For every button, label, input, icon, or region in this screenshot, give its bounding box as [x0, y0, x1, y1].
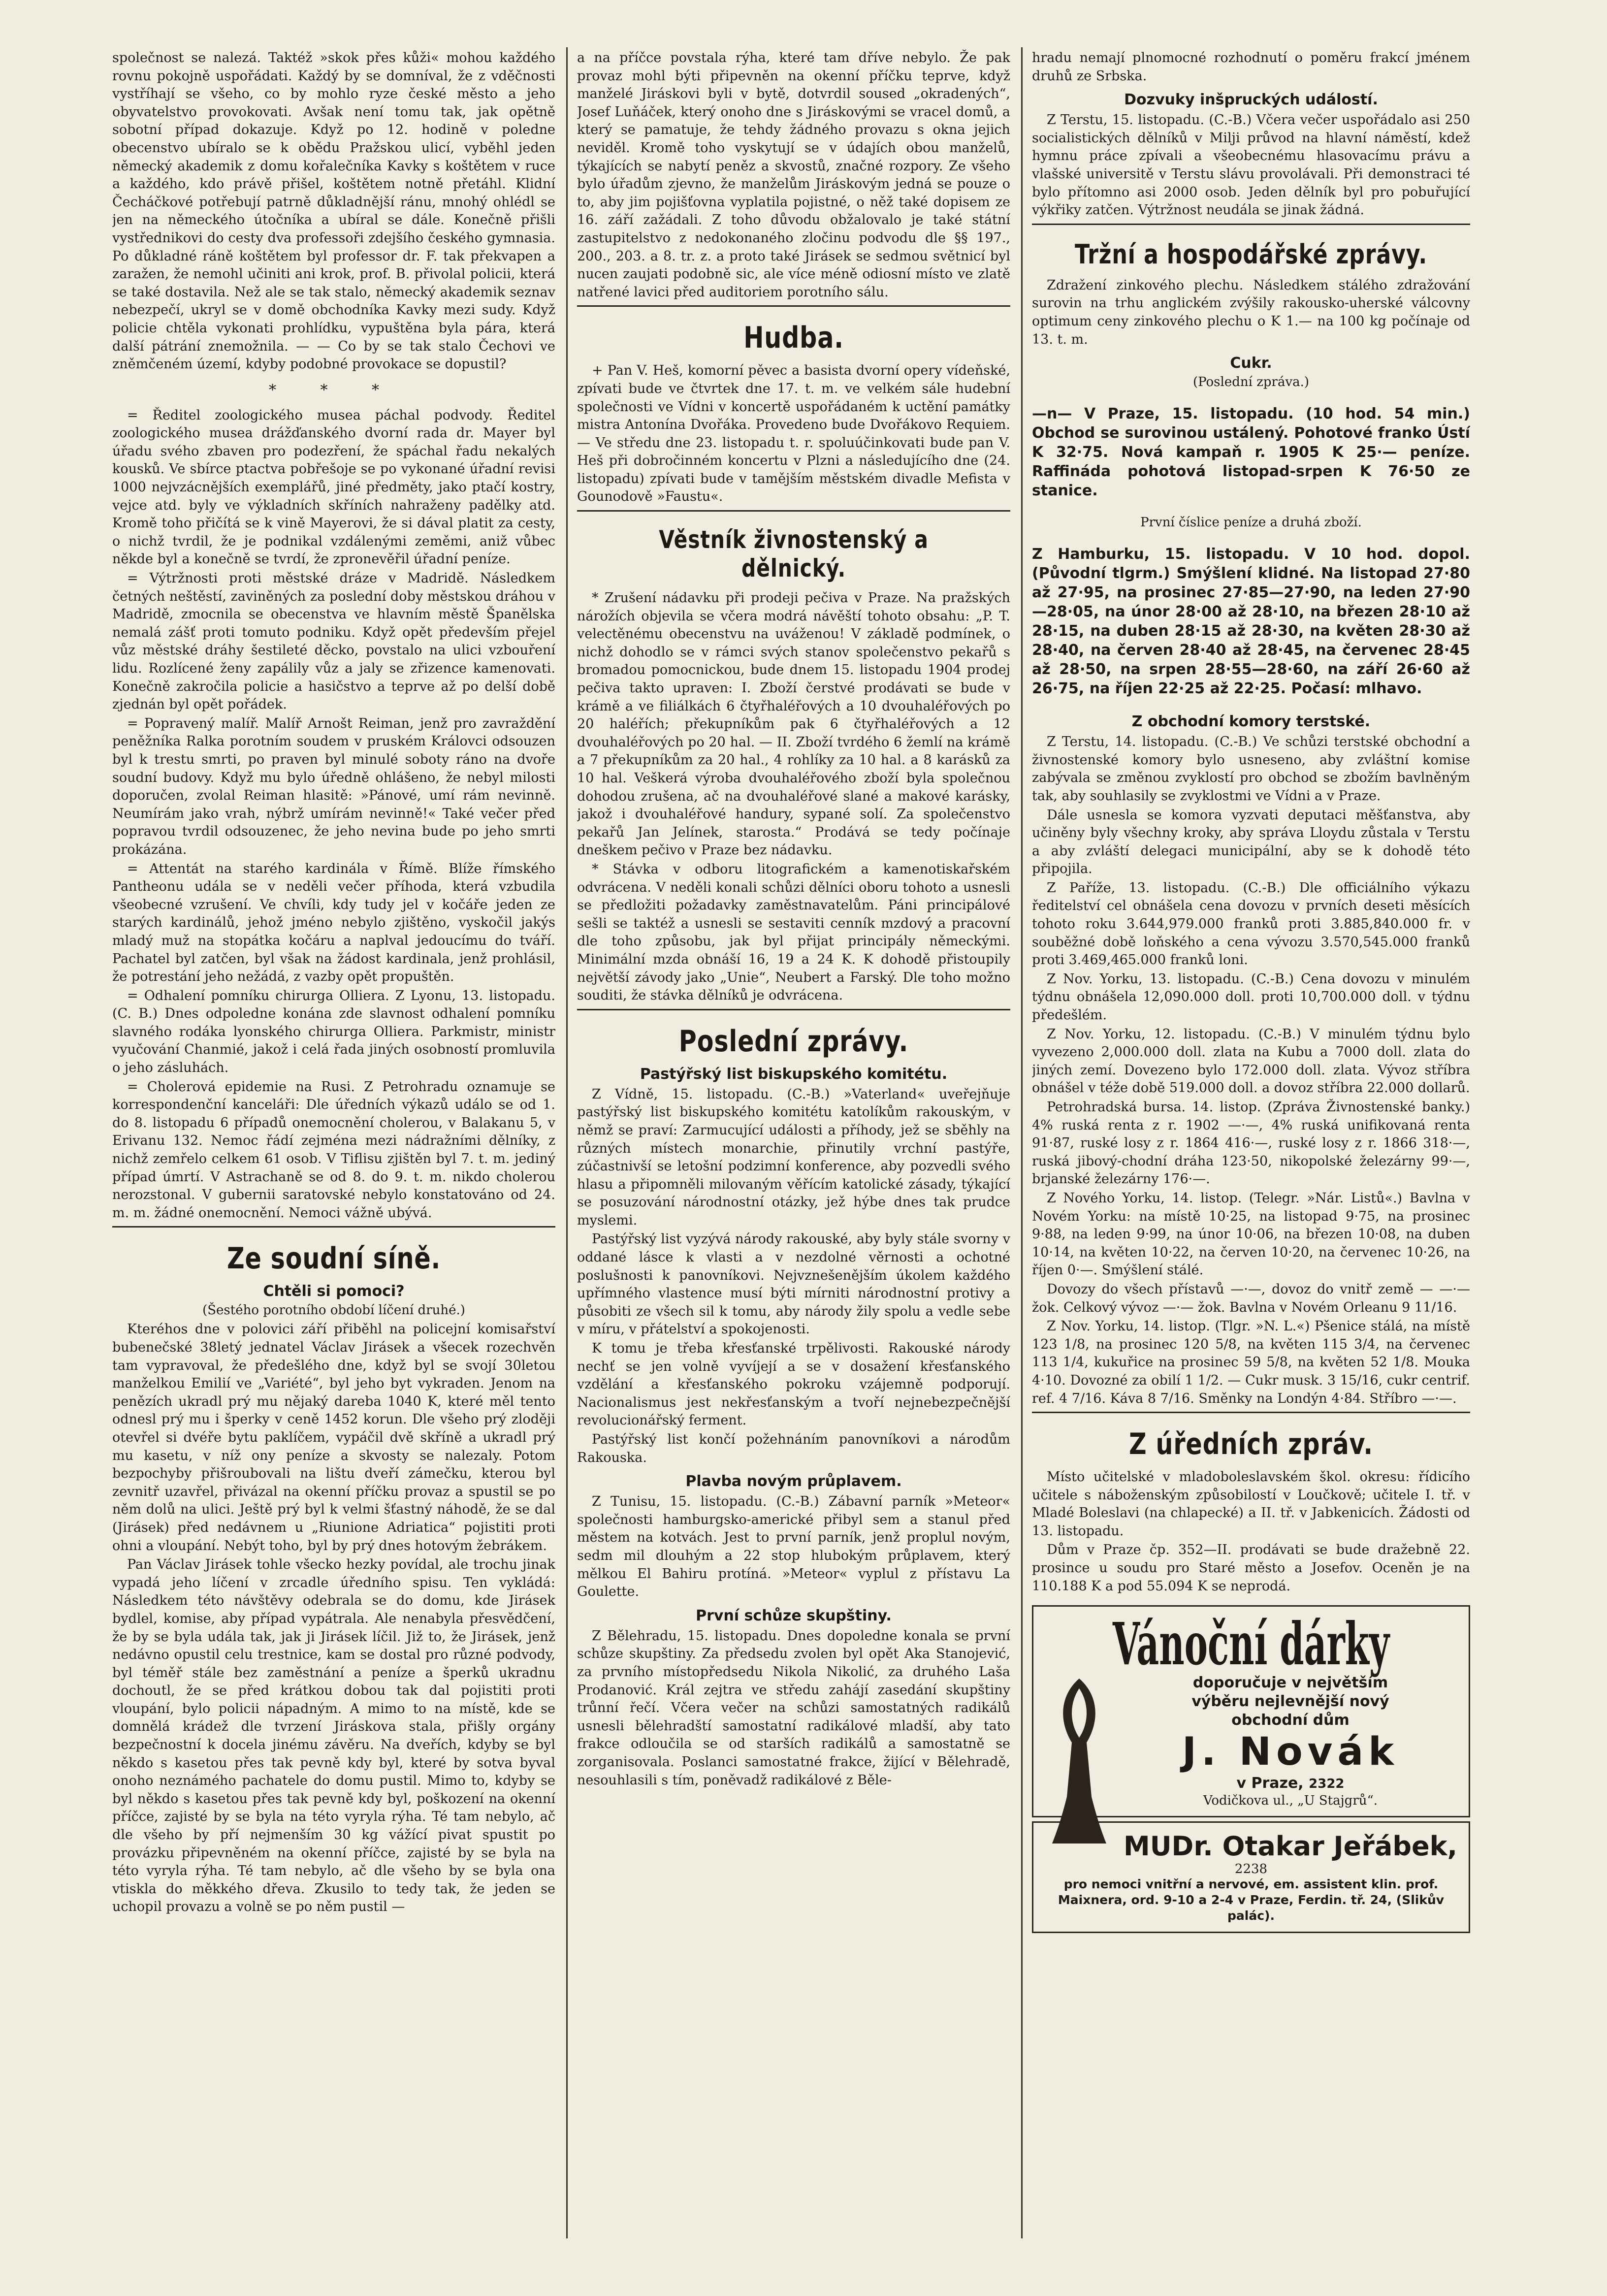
- column-3: [1032, 49, 1470, 2235]
- ad-brand: J. Novák: [1182, 1730, 1399, 1775]
- column-1: [112, 49, 555, 2235]
- article-text: Pastýřský list končí požehnáním panovníkovi a národům Rakouska.: [577, 1432, 1010, 1465]
- article-text: Z Nov. Yorku, 13. listopadu. (C.-B.) Cena dovozu v minulém týdnu obnášela 12,090.000 doll. proti 10,700.000 doll. v týdnu předešlém.: [1032, 971, 1470, 1023]
- article-title: Pastýřský list biskupského komitétu.: [640, 1065, 948, 1083]
- sugar-report-prague: —n— V Praze, 15. listopadu. (10 hod. 54 min.) Obchod se surovinou ustálený. Pohotové franko Ústí K 32·75. Nová kampaň r. 1905 K 25·— peníze. Raffináda pohotová listopad-srpen K 76·50 ze stanice.: [1032, 405, 1470, 500]
- sugar-report-hamburg: Z Hamburku, 15. listopadu. V 10 hod. dopol. (Původní tlgrm.) Smýšlení klidné. Na listopad 27·80 až 27·95, na prosinec 27·85—27·90, na leden 27·90—28·05, na únor 28·00 až 28·10, na březen 28·10 až 28·15, na duben 28·15 až 28·30, na květen 28·30 až 28·40, na červen 28·40 až 28·45, na červenec 28·45 až 28·50, na srpen 28·55—28·60, na září 26·60 až 26·75, na říjen 22·25 až 22·25. Počasí: mlhavo.: [1032, 546, 1470, 698]
- article-text: a na příčce povstala rýha, které tam dříve nebylo. Že pak provaz mohl býti připevněn na okenní příčku teprve, když manželé Jiráskovi byli v bytě, dotvrdil soused „okradených“, Josef Luňáček, který onoho dne s Jiráskovými se vracel domů, a který se pamatuje, že tehdy žádného provazu s okna jejich neviděl. Kromě toho vyskytují se v údajích obou manželů, týkajících se nabytí peněz a skvostů, značné rozpory. Ze všeho bylo úřadům zjevno, že manželům Jiráskovým jedná se pouze o to, aby jim pojišťovna vyplatila pojistné, o něž také dopisem ze 16. září zažádali. Z toho důvodu obžalovalo je také státní zastupitelstvo z nedokonaného zločinu podvodu dle §§ 197., 200., 203. a 8. tr. z. a proto také Jirásek se sedmou světnicí byl nucen zaujati podobně sic, ale více méně odiosní místo ve zlatě natřené lavici před auditoriem porotního sálu.: [577, 50, 1010, 300]
- ad-city: v Praze,: [1236, 1775, 1304, 1792]
- article-title: Z obchodní komory terstské.: [1131, 713, 1371, 731]
- separator: [1032, 224, 1470, 225]
- article-text: Petrohradská bursa. 14. listop. (Zpráva Živnostenské banky.) 4% ruská renta z r. 1902 —·—, 4% ruská unifikovaná renta 91·87, ruské losy z r. 1864 416·—, ruské losy z r. 1866 318·—, ruská jibový-chodní dráha 123·50, nikopolské železárny 99·—, brjanské železárny 176·—.: [1032, 1099, 1470, 1187]
- article-text: Dále usnesla se komora vyzvati deputaci měšťanstva, aby učiněny byly všechny kroky, aby správa Lloydu zůstala v Terstu a aby zvláští delegaci municipální, aby se k dohodě této připojila.: [1032, 807, 1470, 877]
- news-item-madrid: = Výtržnosti proti městské dráze v Madridě. Následkem četných neštěstí, zaviněných za poslední doby městskou dráhou v Madridě, zmocnila se obecenstva ve hlavním městě Španělska nemalá zášť proti tomuto podniku. Když opět především přejel vůz městské dráhy šestileté děcko, povstalo na ulici vzbouření lidu. Rozlícené ženy zapálily vůz a jaly se zřizence kamenovati. Konečně zakročila policie a hasičstvo a teprve až po delší době zjednán byl opět pořádek.: [112, 571, 555, 712]
- ad-number: 2322: [1309, 1777, 1345, 1792]
- news-item-cholera: = Cholerová epidemie na Rusi. Z Petrohradu oznamuje se korrespondenční kanceláři: Dle úředních výkazů událo se od 1. do 8. listopadu 6 případů onemocnění cholerou, v Balakanu 5, v Erivanu 132. Nemoc řádí zejména mezi nádražními dělníky, z nichž zemřelo celkem 61 osob. V Tiflisu zjištěn byl 7. t. m. jediný případ úmrtí. V Astrachaně se od 8. do 9. t. m. nikdo cholerou nerozstonal. V gubernii saratovské nebylo konstatováno od 24. m. m. žádné onemocnění. Nemoci vážně ubývá.: [112, 1079, 555, 1221]
- article-title: Plavba novým průplavem.: [685, 1473, 902, 1490]
- article-text: Z Terstu, 14. listopadu. (C.-B.) Ve schůzi terstské obchodní a živnostenské komory bylo usneseno, aby zvláštní komise zabývala se změnou zvyklostí pro obchod se zbožím bavlněným tak, aby souhlasily se zvyklostmi ve Vídni a v Praze.: [1032, 734, 1470, 804]
- separator: [577, 510, 1010, 512]
- news-item-strike: * Stávka v odboru litografickém a kamenotiskařském odvrácena. V neděli konali schůzi dělníci oboru tohoto a usnesli se předložiti požadavky zaměstnavatelům. Páni principálové sešli se taktéž a usnesli se sestaviti cenník mzdový a pracovní dle toho způsobu, jak byl přijat principály německými. Minimální mzda obnáší 16, 19 a 24 K. K dohodě přistoupily největší závody jako „Unie“, Neubert a Farský. Dle toho možno souditi, že stávka dělníků je odvrácena.: [577, 861, 1010, 1003]
- article-text: Z Nov. Yorku, 12. listopadu. (C.-B.) V minulém týdnu bylo vyvezeno 2,000.000 doll. zlata na Kubu a 7000 doll. zlata do jiných zemí. Dovezeno bylo 172.000 doll. zlata. Vývoz stříbra obnášel v téže době 519.000 doll. a dovoz stříbra 22.000 dollarů.: [1032, 1026, 1470, 1096]
- column-rule-1: [566, 47, 568, 2238]
- article-text: Z Terstu, 15. listopadu. (C.-B.) Včera večer uspořádalo asi 250 socialistických dělníků v Milji průvod na hlavní náměstí, kdež hymnu práce zpívali a všeobecnému hlasovacímu právu a vlašské universitě v Terstu slávu provolávali. Při demonstraci té bylo přítomno asi 2000 osob. Jeden dělník byl pro pobuřující výkřiky zatčen. Výtržnost neudála se jinak žádná.: [1032, 112, 1470, 218]
- separator: [577, 305, 1010, 307]
- article-title: První schůze skupštiny.: [696, 1607, 892, 1624]
- article-text: Pastýřský list vyzývá národy rakouské, aby byly stále svorny v oddané lásce k vlasti a v nezdolné věrnosti a ochotné poslušnosti k panovníkovi. Nejvznešenějším úkolem každého upřímného vlastence musí býti mírniti národnostní protivy a působiti ze všech sil k tomu, aby národy žily spolu a vedle sebe v míru, v přátelství a spokojenosti.: [577, 1231, 1010, 1337]
- ad-text: výběru nejlevnější nový: [1191, 1693, 1389, 1711]
- ad-title: Vánoční dárky: [1112, 1610, 1390, 1679]
- separator: [1032, 1412, 1470, 1413]
- article-text: Dům v Praze čp. 352—II. prodávati se bude dražebně 22. prosince u soudu pro Staré město a Josefov. Oceněn je na 110.188 K a pod 55.094 K se neprodá.: [1032, 1542, 1470, 1594]
- doctor-details: pro nemoci vnitřní a nervové, em. assistent klin. prof. Maixnera, ord. 9-10 a 2-4 v Praze, Ferdin. tř. 24, (Slikův palác).: [1058, 1877, 1445, 1923]
- article-text: Z Paříže, 13. listopadu. (C.-B.) Dle officiálního výkazu ředitelství cel obnášela cena dovozu v prvních deseti měsících tohoto roku 3.644,979.000 franků proti 3.885,840.000 fr. v souběžné době loňského a cena vývozu 3.570,545.000 franků proti 3.469,465.000 franků loni.: [1032, 880, 1470, 968]
- article-text: Z Vídně, 15. listopadu. (C.-B.) »Vaterland« uveřejňuje pastýřský list biskupského komitétu katolíkům rakouským, v němž se praví: Zarmucující události a příhody, jež se sběhly na různých místech monarchie, přinutily vrchní pastýře, zúčastnivší se letošní podzimní konference, aby pozvedli svého hlasu a připomněli milovaným věřícím katolické zásady, týkající se posuzování národnostní otázky, jež hýbe dnes tak prudce myslemi.: [577, 1086, 1010, 1228]
- article-text: K tomu je třeba křesťanské trpělivosti. Rakouské národy nechť se jen volně vyvíjejí a se v dosažení křesťanského vzdělání a křesťanského pokroku vzájemně podporují. Nacionalismus jest nekřesťanským a tvoří nejnebezpečnější revolucionářský ferment.: [577, 1341, 1010, 1428]
- article-text: hradu nemají plnomocné rozhodnutí o poměru frakcí jménem druhů ze Srbska.: [1032, 50, 1470, 84]
- column-rule-2: [1021, 47, 1023, 2238]
- news-item-executed-painter: = Popravený malíř. Malíř Arnošt Reiman, jenž pro zavraždění peněžníka Ralka porotním soudem v pruském Královci odsouzen byl k trestu smrti, po praven byl minulé soboty ráno na dvoře soudní budovy. Když mu bylo úředně ohlášeno, že nebyl milosti doporučen, zvolal Reiman hlasitě: »Pánové, umí rám nevinně. Neumírám jako vrah, nýbrž umírám nevinně!« Také večer před popravou tvrdil odsouzenec, že jeho nevina bude po jeho smrti prokázána.: [112, 715, 555, 857]
- article-text: Místo učitelské v mladoboleslavském škol. okresu: řídicího učitele s náboženským způsobilostí v Loučkově; učitele I. tř. v Mladé Boleslavi (na chlapecké) a II. tř. v Jabkenicích. Žádosti od 13. listopadu.: [1032, 1469, 1470, 1539]
- section-heading-official: Z úředních zpráv.: [1129, 1427, 1373, 1462]
- column-2: [577, 49, 1010, 2235]
- article-text: Z Nov. Yorku, 14. listop. (Tlgr. »N. L.«) Pšenice stálá, na místě 123 1/8, na prosinec 120 5/8, na květen 115 3/4, na červenec 113 1/4, kukuřice na prosinec 59 5/8, na květen 52 1/8. Mouka 4·10. Dovozné za obilí 1 1/2. — Cukr musk. 3 15/16, cukr centrif. ref. 4 7/16. Káva 8 7/16. Směnky na Londýn 4·84. Stříbro —·—.: [1032, 1319, 1470, 1406]
- ad-address: Vodičkova ul., „U Stajgrů“.: [1203, 1793, 1378, 1809]
- article-title: Cukr.: [1230, 355, 1272, 372]
- news-item-cardinal: = Attentát na starého kardinála v Římě. Blíže římského Pantheonu udála se v neděli večer příhoda, která vzbudila všeobecné vzrušení. Ve chvíli, kdy tudy jel v kočáře jeden ze starých kardinálů, jehož jméno nebylo zjištěno, vyskočil jakýs mladý muž na stopátka kočáru a naplval jedoucímu do tváří. Pachatel byl zatčen, byl však na žádost kardinala, jenž prohlásil, že potrestání jeho nežádá, z vazby opět propuštěn.: [112, 861, 555, 985]
- news-item-bakery: * Zrušení nádavku při prodeji pečiva v Praze. Na pražských nárožích objevila se včera modrá návěští tohoto obsahu: „P. T. velectěnému obecenstvu na uváženou! V základě podmínek, o nichž dohodlo se v rámci svých stanov společenstvo pekařů s bromadou pomocnickou, bude dnem 15. listopadu 1904 prodej pečiva takto upraven: I. Zboží čerstvé prodávati se bude v krámě a ve filiálkách 6 čtyřhaléřových a 10 dvouhaléřových po 20 haléřích; překupníkům pak 6 čtyřhaléřových a 12 dvouhaléřových po 20 hal. — II. Zboží tvrdého 6 žemlí na krámě a 7 překupníkům za 20 hal., 4 rohlíky za 10 hal. a 8 karásků za 10 hal. Veškerá výroba dvouhaléřového zboží byla společnou dohodou zrušena, ač na dvouhaléřové slané a makové karásky, jakož i dvouhaléřové handury, sypané solí. Za společenstvo pekařů Jan Jelínek, starosta.“ Prodává se tedy počínaje dneškem pečivo v Praze bez nádavku.: [577, 590, 1010, 858]
- article-text: Kteréhos dne v polovici září přiběhl na policejní komisařství bubenečské 38letý jednatel Václav Jirásek a všecek rozechvěn tam vypravoval, že předešlého dne, když byl se svojí 30letou manželkou Emilií ve „Variété“, byl jeho byt vykraden. Jenom na penězích ukradl prý mu nějaký dareba 1040 K, které měl tento odnesl prý mu i šperky v ceně 1452 korun. Dle všeho prý zloději otevřel si dvéře bytu paklíčem, vypáčil dvě skříně a ukradl prý mu kasetu, v níž ony peníze a skvosty se nalezaly. Potom bezpochyby přišroubovali na lištu dveří zámečku, kterou byl zevnitř uzavřel, přivázal na okenní příčku provaz a spustil se po něm dolů na ulici. Ještě prý byl k velmi šťastný náhodě, že se dal (Jirásek) před nedávnem u „Riunione Adriatica“ pojistiti proti ohni a vloupání. Nebýt toho, byl by prý dnes hotovým žebrákem.: [112, 1322, 555, 1553]
- news-item-hes: + Pan V. Heš, komorní pěvec a basista dvorní opery vídeňské, zpívati bude ve čtvrtek dne 17. t. m. ve velkém sále hudební společnosti ve Vídni v koncertě uspořádaném k uctění památky mistra Antonína Dvořáka. Provedeno bude Dvořákovo Requiem. — Ve středu dne 23. listopadu t. r. spoluúčinkovati bude pan V. Heš při dobročinném koncertu v Plzni a následujícího dne (24. listopadu) zpívati bude v tamějším městském divadle Mefista v Gounodově »Faustu«.: [577, 363, 1010, 505]
- news-item-zoological-museum: = Ředitel zoologického musea páchal podvody. Ředitel zoologického musea drážďanského dvorní rada dr. Mayer byl úřadu svého zbaven pro podezření, že spáchal řadu nekalých kousků. Ve sbírce ptactva pobřešoje se po vykonané úřadní revisi 1000 nejvzácnějších exemplářů, jiné předměty, jako ptačí kostry, vejce atd. byly ve výkladních skříních nahraženy padělky atd. Kromě toho přičítá se k vině Mayerovi, že si dával platit za cesty, o nichž tvrdil, že je podnikal vzdálenými zeměmi, aniž vůbec někde byl a konečně se tvrdí, že zpronevěřil úřadní peníze.: [112, 407, 555, 567]
- article-subtitle: První číslice peníze a druhá zboží.: [1140, 515, 1362, 530]
- section-heading-court: Ze soudní síně.: [226, 1241, 441, 1276]
- article-title: Chtěli si pomoci?: [263, 1283, 405, 1300]
- article-text: Pan Václav Jirásek tohle všecko hezky povídal, ale trochu jinak vypadá jeho líčení v zrcadle úředního spisu. Ten vykládá: Následkem této návštěvy odebrala se do domu, kde Jirásek bydlel, komise, aby případ vypátrala. Ale nenabyla přesvědčení, že by se byla udála tak, jak ji Jirásek líčil. Již to, že Jirásek, jenž nedávno opustil celu trestnice, kam se dostal pro různé podvody, byl téměř stále bez zaměstnání a peníze a šperků ukradnu dochoutl, že se před krátkou dobou tak dal pojistiti proti vloupání, bylo policii nápadným. A mimo to na místě, kde se domnělá krádež dle tvrzení Jiráskova stala, přišly orgány bezpečnostní k docela jinému závěru. Na dveřích, kdyby se byl někdo s kasetou přes tak pevně kdy byl, které by sotva byval onoho neznámého pachatele do domu pustil. Mimo to, kdyby se byl někdo s kasetou přes tak pevně kdy byl, poškození na okenní příčce, zajisté by se byla na této vyryla rýha. Té tam nebylo, ač dle všeho by pří nejmenším 30 kg vážící pivat spustit po provázku připevněném na okenní příčce, zajisté by se byla na této vyryla rýha. Té tam nebylo, ač dle všeho by se byla ona vtiskla do měkkého dřeva. Zkusilo to tedy tak, že jeden se uchopil provazu a volně se po něm pustil —: [112, 1557, 555, 1915]
- separator: [577, 1009, 1010, 1010]
- vase-icon: [1042, 1674, 1116, 1851]
- article-text: Z Nového Yorku, 14. listop. (Telegr. »Nár. Listů«.) Bavlna v Novém Yorku: na místě 10·25, na listopad 9·75, na prosinec 9·88, na leden 9·99, na únor 10·06, na březen 10·08, na duben 10·14, na květen 10·22, na červen 10·20, na červenec 10·26, na říjen 0·—. Smýšlení stálé.: [1032, 1190, 1470, 1278]
- section-heading-trade: Věstník živnostenský a dělnický.: [659, 525, 929, 583]
- section-heading-market: Tržní a hospodářské zprávy.: [1074, 238, 1428, 270]
- article-subtitle: (Šestého porotního období líčení druhé.): [202, 1303, 465, 1318]
- advertisement-christmas-gifts: [1032, 1605, 1470, 1817]
- doctor-ad-number: 2238: [1234, 1862, 1268, 1877]
- news-item-zinc: Zdražení zinkového plechu. Následkem stálého zdražování surovin na trhu anglickém zvýšily rakousko-uherské válcovny optimum ceny zinkového plechu o K 1.— na 100 kg počínaje od 13. t. m.: [1032, 277, 1470, 347]
- article-text: Z Bělehradu, 15. listopadu. Dnes dopoledne konala se první schůze skupštiny. Za předsedu zvolen byl opět Aka Stanojević, za prvního místopředsedu Nikola Nikolić, za druhého Laša Prodanović. Král zejtra ve středu zahájí zasedání skupštiny trůnní řečí. Včera večer na schůzi samostatných radikálů usnesli bělehradští samostatní radikálové mladší, aby tato frakce odloučila se od starších radikálů a samostatně se zorganisovala. Poslanci samostatné frakce, žijící v Bělehradě, nesouhlasili s tím, poněvadž radikálové z Běle-: [577, 1628, 1010, 1788]
- section-heading-latest: Poslední zprávy.: [678, 1024, 909, 1059]
- article-subtitle: (Poslední zpráva.): [1192, 375, 1310, 390]
- ad-text: obchodní dům: [1231, 1712, 1350, 1729]
- article-text: Dovozy do všech přístavů —·—, dovoz do vnitř země — —·— žok. Celkový vývoz —·— žok. Bavlna v Novém Orleanu 9 11/16.: [1032, 1281, 1470, 1315]
- article-text: Z Tunisu, 15. listopadu. (C.-B.) Zábavní parník »Meteor« společnosti hamburgsko-americké přibyl sem a stanul před městem na kotvách. Jest to první parník, jenž proplul novým, sedm mil dlouhým a 22 stop hlubokým průplavem, který mělkou El Bahiru protíná. »Meteor« vyplul z přístavu La Goulette.: [577, 1494, 1010, 1600]
- ad-text: doporučuje v největším: [1192, 1674, 1388, 1692]
- section-heading-music: Hudba.: [743, 321, 844, 356]
- separator: [112, 1226, 555, 1228]
- article-text: společnost se nalezá. Taktéž »skok přes kůži« mohou každého rovnu pokojně uspořádati. Každý by se domníval, že z vděčnosti vystříhají se všeho, co by mohlo ryze české město a jeho obyvatelstvo provokovati. Avšak není tomu tak, jak opětně sobotní případ dokazuje. Když po 12. hodině v poledne obecenstvo ubíralo se k obědu Pražskou ulicí, vyběhl jeden německý akademik z domu kořalečníka Kavky s koštětem v ruce a každého, kdo právě přišel, koštětem notně přetáhl. Klidní Čecháčkové potřebují patrně důkladnější ránu, mnohý ohlédl se jen na německého útočníka a ubíral se dále. Konečně přišli vystřednikovi do cesty dva professoři zdejšího českého gymnasia. Po důkladné ráně koštětem byl professor dr. F. tak překvapen a zaražen, že nemohl učiniti ani krok, prof. B. přivolal policii, která se také dostavila. Než ale se tak stalo, německý akademik seznav nebezpečí, ukryl se v domě obchodníka Kavky mezi sudy. Když policie chtěla vykonati prohlídku, vypuštěna byla pára, která další pátrání znemožnila. — — Co by se tak stalo Čechovi ve zněmčeném území, kdyby podobné provokace se dopustil?: [112, 50, 555, 372]
- doctor-name: MUDr. Otakar Jeřábek,: [1123, 1831, 1458, 1862]
- news-item-ollier: = Odhalení pomníku chirurga Olliera. Z Lyonu, 13. listopadu. (C. B.) Dnes odpoledne konána zde slavnost odhalení pomníku slavného rodáka lyonského chirurga Olliera. Parkmistr, ministr vyučování Chanmié, jakož i celá řada jiných osobností promluvila o jeho zásluhách.: [112, 988, 555, 1076]
- article-title: Dozvuky inšpruckých událostí.: [1124, 91, 1378, 109]
- section-stars: * * *: [268, 381, 399, 399]
